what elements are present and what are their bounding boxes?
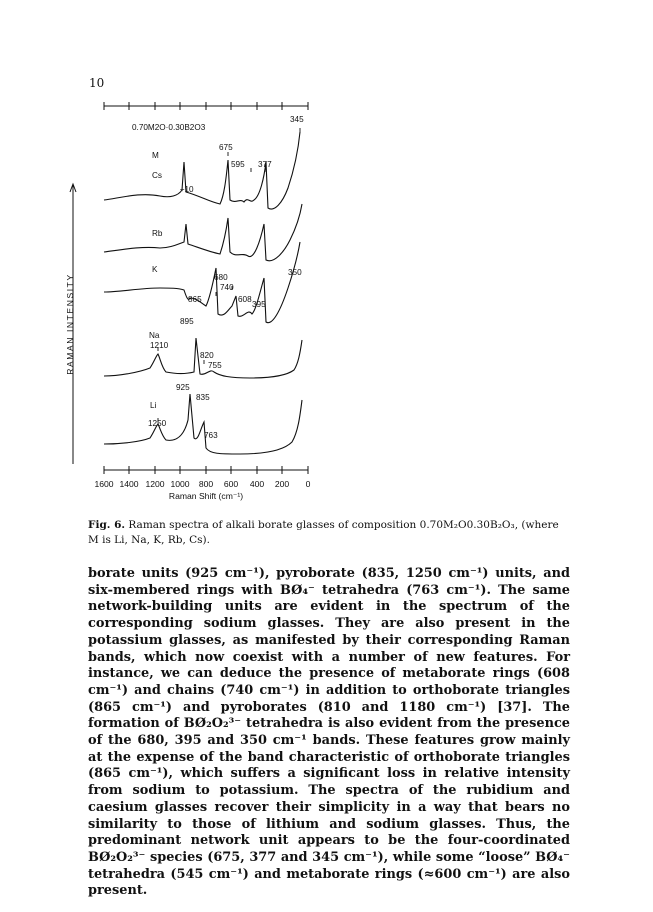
- li-peak-1250: 1250: [148, 419, 167, 428]
- page-number: 10: [89, 76, 105, 90]
- x-tick-label: 600: [223, 479, 239, 489]
- k-peak-350: 350: [288, 268, 302, 277]
- caption-text: Raman spectra of alkali borate glasses of composition 0.70M₂O0.30B₂O₃, (where M is Li, Na, K, Rb, Cs).: [88, 519, 559, 546]
- series-label-k: K: [152, 265, 158, 274]
- x-tick-label: 1400: [119, 479, 139, 489]
- x-tick-label: 1600: [94, 479, 114, 489]
- raman-spectra-plot: [60, 92, 360, 522]
- na-peak-895: 895: [180, 317, 194, 326]
- body-paragraph: [88, 566, 570, 900]
- composition-label: 0.70M2O·0.30B2O3: [132, 123, 206, 132]
- y-axis-label: RAMAN INTENSITY: [65, 273, 75, 375]
- spectrum-k: [104, 242, 300, 323]
- li-peak-835: 835: [196, 393, 210, 402]
- k-peak-740: 740: [220, 283, 234, 292]
- k-peak-865: 865: [188, 295, 202, 304]
- series-label-li: Li: [150, 401, 157, 410]
- x-tick-label: 1000: [170, 479, 190, 489]
- figure-caption: [88, 518, 570, 548]
- x-tick-label: 0: [305, 479, 311, 489]
- series-label-cs: Cs: [152, 171, 163, 180]
- k-peak-608: 608: [238, 295, 252, 304]
- k-peak-680: 680: [214, 273, 228, 282]
- spectrum-cs: [104, 132, 300, 209]
- cs-peak-345: 345: [290, 115, 304, 124]
- na-peak-755: 755: [208, 361, 222, 370]
- spectra-curves: [104, 132, 302, 454]
- cs-peak-675: 675: [219, 143, 233, 152]
- cs-peak-595: 595: [231, 160, 245, 169]
- spectrum-rb: [104, 204, 302, 261]
- cs-note-label: ÷10: [180, 185, 194, 194]
- li-peak-763: 763: [204, 431, 218, 440]
- na-peak-820: 820: [200, 351, 214, 360]
- x-tick-label: 1200: [145, 479, 165, 489]
- cs-peak-377: 377: [258, 160, 272, 169]
- k-peak-395: 395: [252, 300, 266, 309]
- spectrum-li: [104, 394, 302, 454]
- li-peak-925: 925: [176, 383, 190, 392]
- series-label-rb: Rb: [152, 229, 163, 238]
- raman-figure: [60, 92, 360, 522]
- na-peak-1210: 1210: [150, 341, 169, 350]
- x-axis-label: Raman Shift (cm⁻¹): [168, 491, 244, 501]
- series-label-na: Na: [149, 331, 160, 340]
- legend-m-label: M: [152, 151, 159, 160]
- x-tick-label: 800: [198, 479, 214, 489]
- caption-label: Fig. 6.: [88, 519, 126, 531]
- x-tick-label: 400: [249, 479, 265, 489]
- x-tick-label: 200: [274, 479, 290, 489]
- body-paragraph-text: borate units (925 cm⁻¹), pyroborate (835, 1250 cm⁻¹) units, and six-membered rings with BØ₄⁻ tetrahedra (763 cm⁻¹). The same network-building units are evident in the spectrum of the corresponding sodium glasses. They are also present in the potassium glasses, as manifested by their corresponding Raman bands, which now coexist with a number of new features. For instance, we can deduce the presence of metaborate rings (608 cm⁻¹) and chains (740 cm⁻¹) in addition to orthoborate triangles (865 cm⁻¹) and pyroborates (810 and 1180 cm⁻¹) [37]. The formation of BØ₂O₂³⁻ tetrahedra is also evident from the presence of the 680, 395 and 350 cm⁻¹ bands. These features grow mainly at the expense of the band characteristic of orthoborate triangles (865 cm⁻¹), which suffers a significant loss in relative intensity from sodium to potassium. The spectra of the rubidium and caesium glasses recover their simplicity in a way that bears no similarity to those of lithium and sodium glasses. Thus, the predominant network unit appears to be the four-coordinated BØ₂O₂³⁻ species (675, 377 and 345 cm⁻¹), while some “loose” BØ₄⁻ tetrahedra (545 cm⁻¹) and metaborate rings (≈600 cm⁻¹) are also present.: [88, 566, 570, 899]
